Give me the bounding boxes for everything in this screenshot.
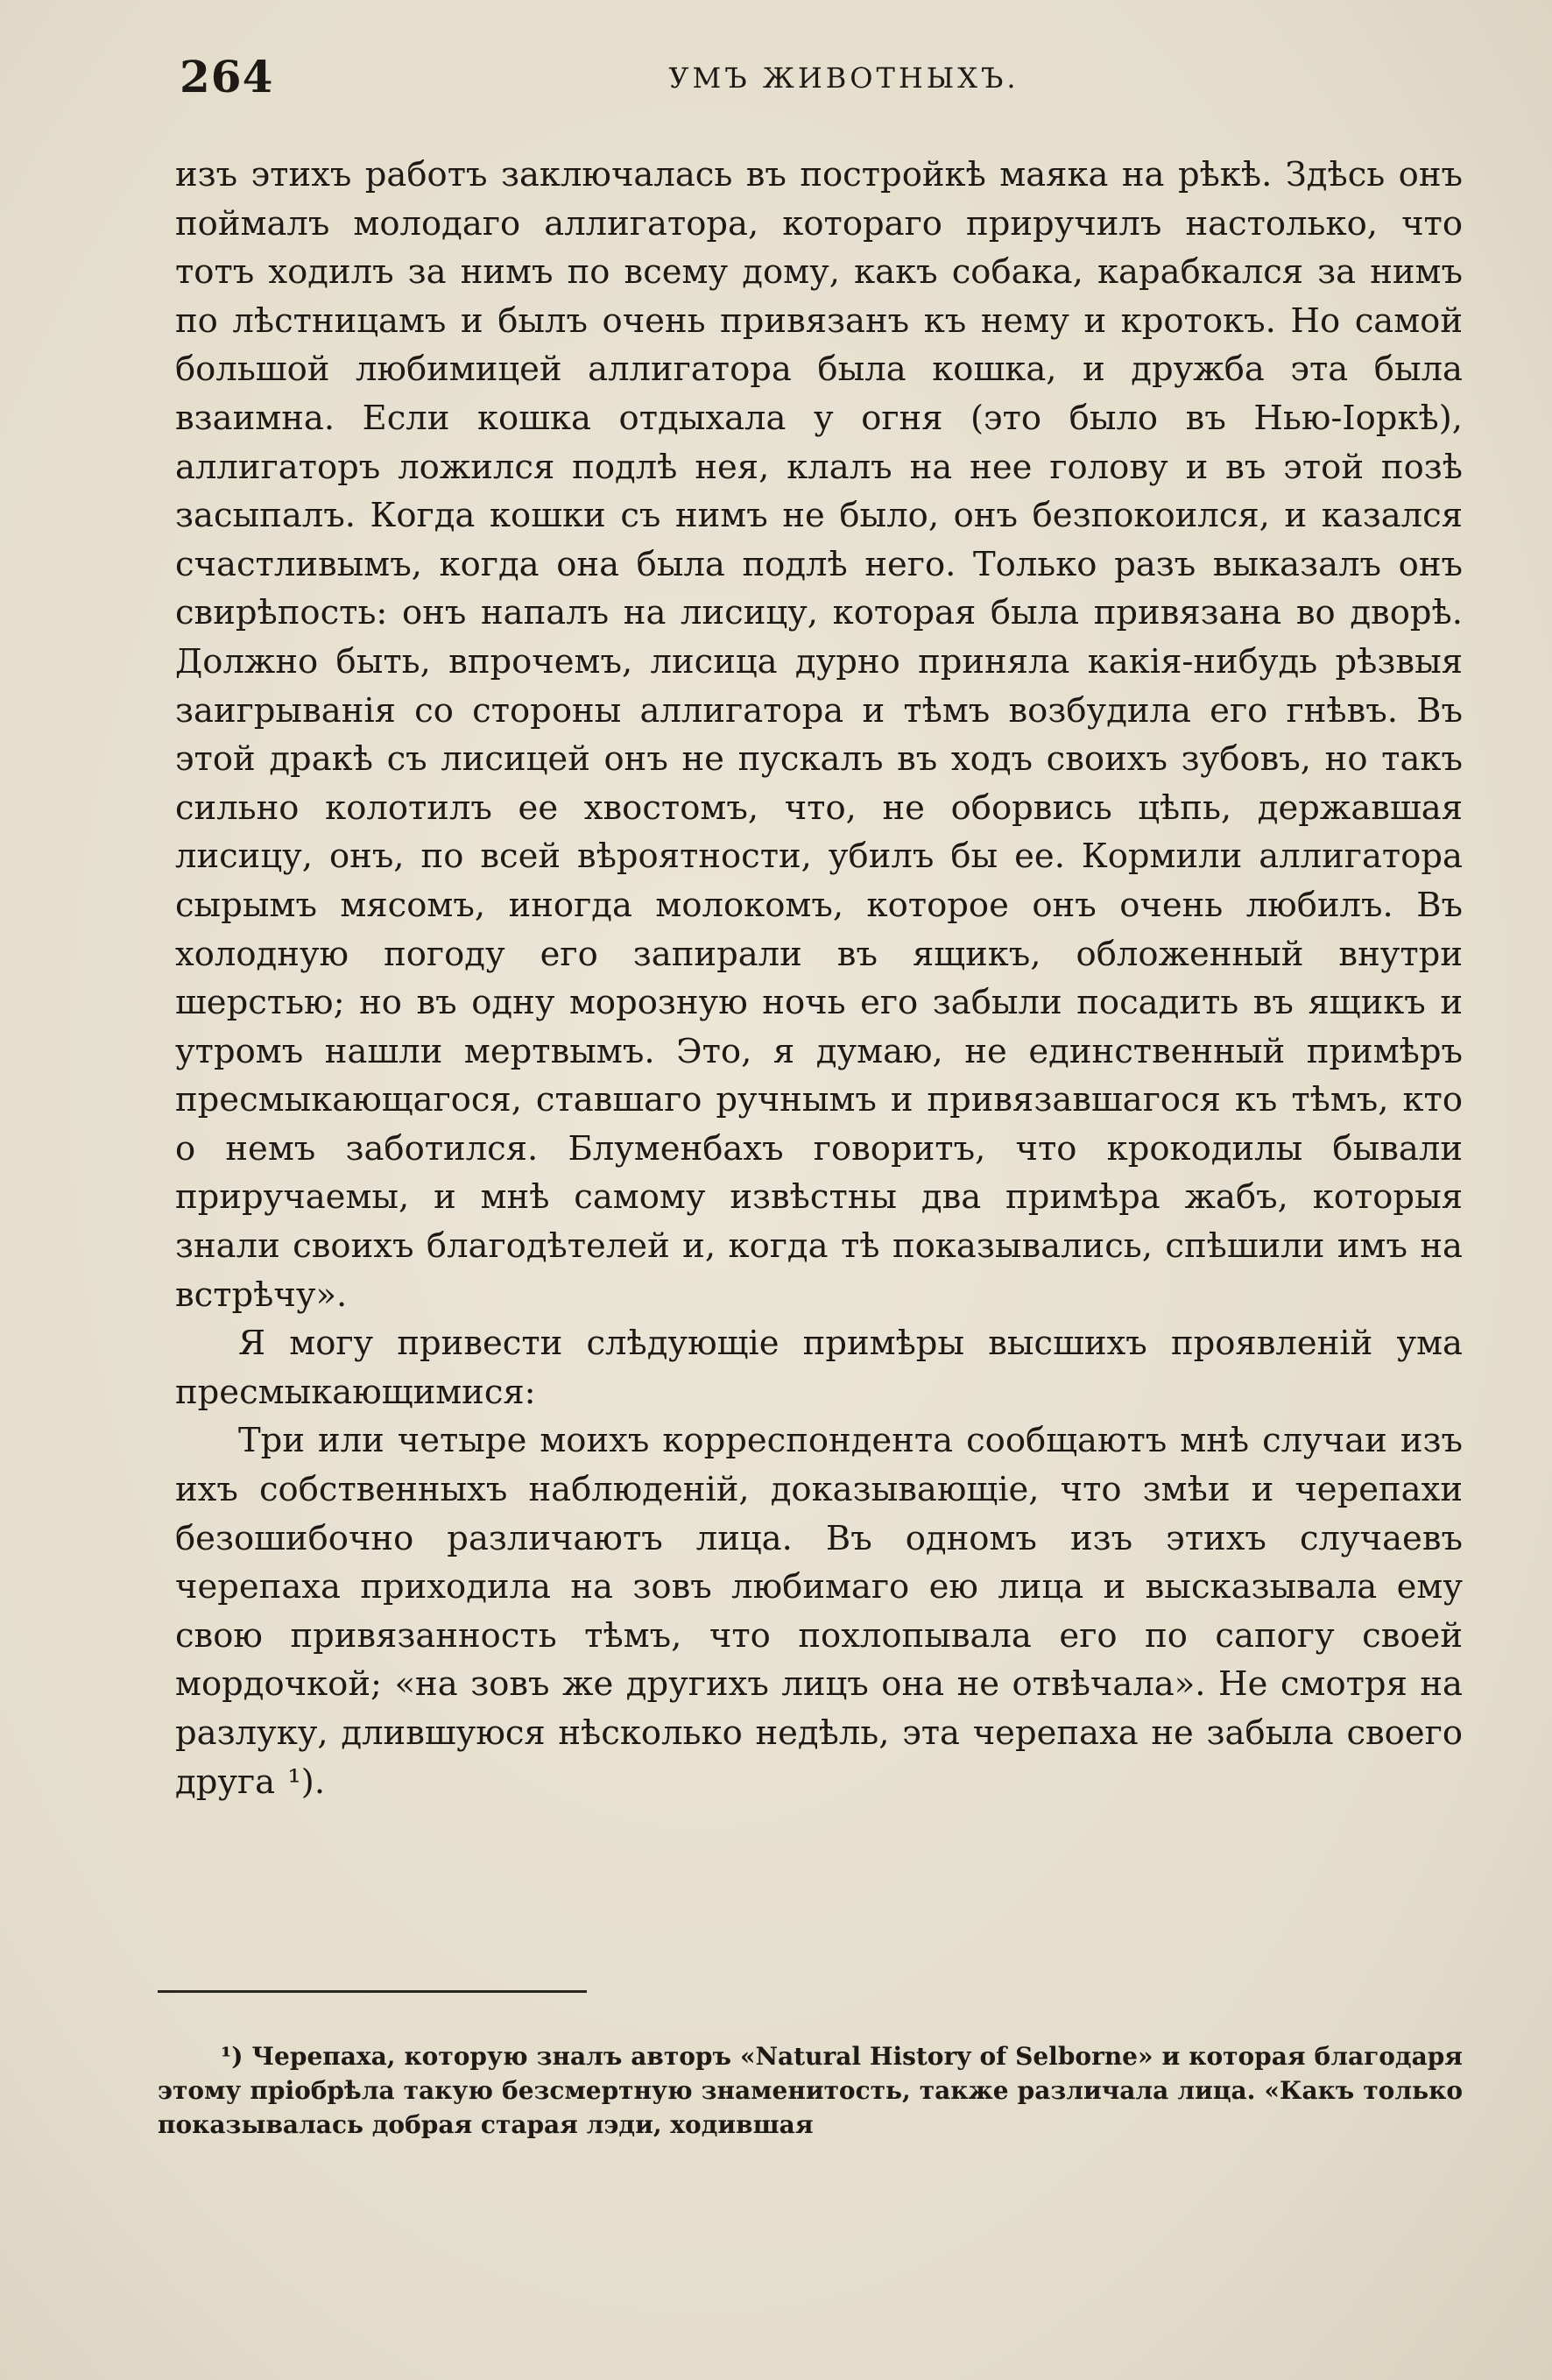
page-header <box>180 51 1456 103</box>
body-text <box>175 151 1463 1806</box>
page-number: 264 <box>180 51 274 102</box>
paragraph-continued: изъ этихъ работъ заключалась въ постройкѣ маяка на рѣкѣ. Здѣсь онъ поймалъ молодаго аллигатора, котораго приручилъ настолько, что тотъ ходилъ за нимъ по всему дому, какъ собака, карабкался за нимъ по лѣстницамъ и былъ очень привязанъ къ нему и кротокъ. Но самой большой любимицей аллигатора была кошка, и дружба эта была взаимна. Если кошка отдыхала у огня (это было въ Нью-Іоркѣ), аллигаторъ ложился подлѣ нея, клалъ на нее голову и въ этой позѣ засыпалъ. Когда кошки съ нимъ не было, онъ безпокоился, и казался счастливымъ, когда она была подлѣ него. Только разъ выказалъ онъ свирѣпость: онъ напалъ на лисицу, которая была привязана во дворѣ. Должно быть, впрочемъ, лисица дурно приняла какія-нибудь рѣзвыя заигрыванія со стороны аллигатора и тѣмъ возбудила его гнѣвъ. Въ этой дракѣ съ лисицей онъ не пускалъ въ ходъ своихъ зубовъ, но такъ сильно колотилъ ее хвостомъ, что, не оборвись цѣпь, державшая лисицу, онъ, по всей вѣроятности, убилъ бы ее. Кормили аллигатора сырымъ мясомъ, иногда молокомъ, которое онъ очень любилъ. Въ холодную погоду его запирали въ ящикъ, обложенный внутри шерстью; но въ одну морозную ночь его забыли посадить въ ящикъ и утромъ нашли мертвымъ. Это, я думаю, не единственный примѣръ пресмыкающагося, ставшаго ручнымъ и привязавшагося къ тѣмъ, кто о немъ заботился. Блуменбахъ говоритъ, что крокодилы бывали приручаемы, и мнѣ самому извѣстны два примѣра жабъ, которыя знали своихъ благодѣтелей и, когда тѣ показывались, спѣшили имъ на встрѣчу». <box>175 155 1463 1315</box>
footnote-divider <box>158 1990 587 1993</box>
footnote: ¹) Черепаха, которую зналъ авторъ «Natural History of Selborne» и которая благодаря этому пріобрѣла такую безсмертную знаменитость, также различала лица. «Какъ только показывалась добрая старая лэди, ходившая <box>158 2042 1463 2139</box>
paragraph-intro: Я могу привести слѣдующіе примѣры высшихъ проявленій ума пресмыкающимися: <box>175 1324 1463 1412</box>
paragraph-tortoise: Три или четыре моихъ корреспондента сообщаютъ мнѣ случаи изъ ихъ собственныхъ наблюденій, доказывающіе, что змѣи и черепахи безошибочно различаютъ лица. Въ одномъ изъ этихъ случаевъ черепаха приходила на зовъ любимаго ею лица и высказывала ему свою привязанность тѣмъ, что похлопывала его по сапогу своей мордочкой; «на зовъ же другихъ лицъ она не отвѣчала». Не смотря на разлуку, длившуюся нѣсколько недѣль, эта черепаха не забыла своего друга ¹). <box>175 1421 1463 1802</box>
running-title: УМЪ ЖИВОТНЫХЪ. <box>668 61 1019 95</box>
